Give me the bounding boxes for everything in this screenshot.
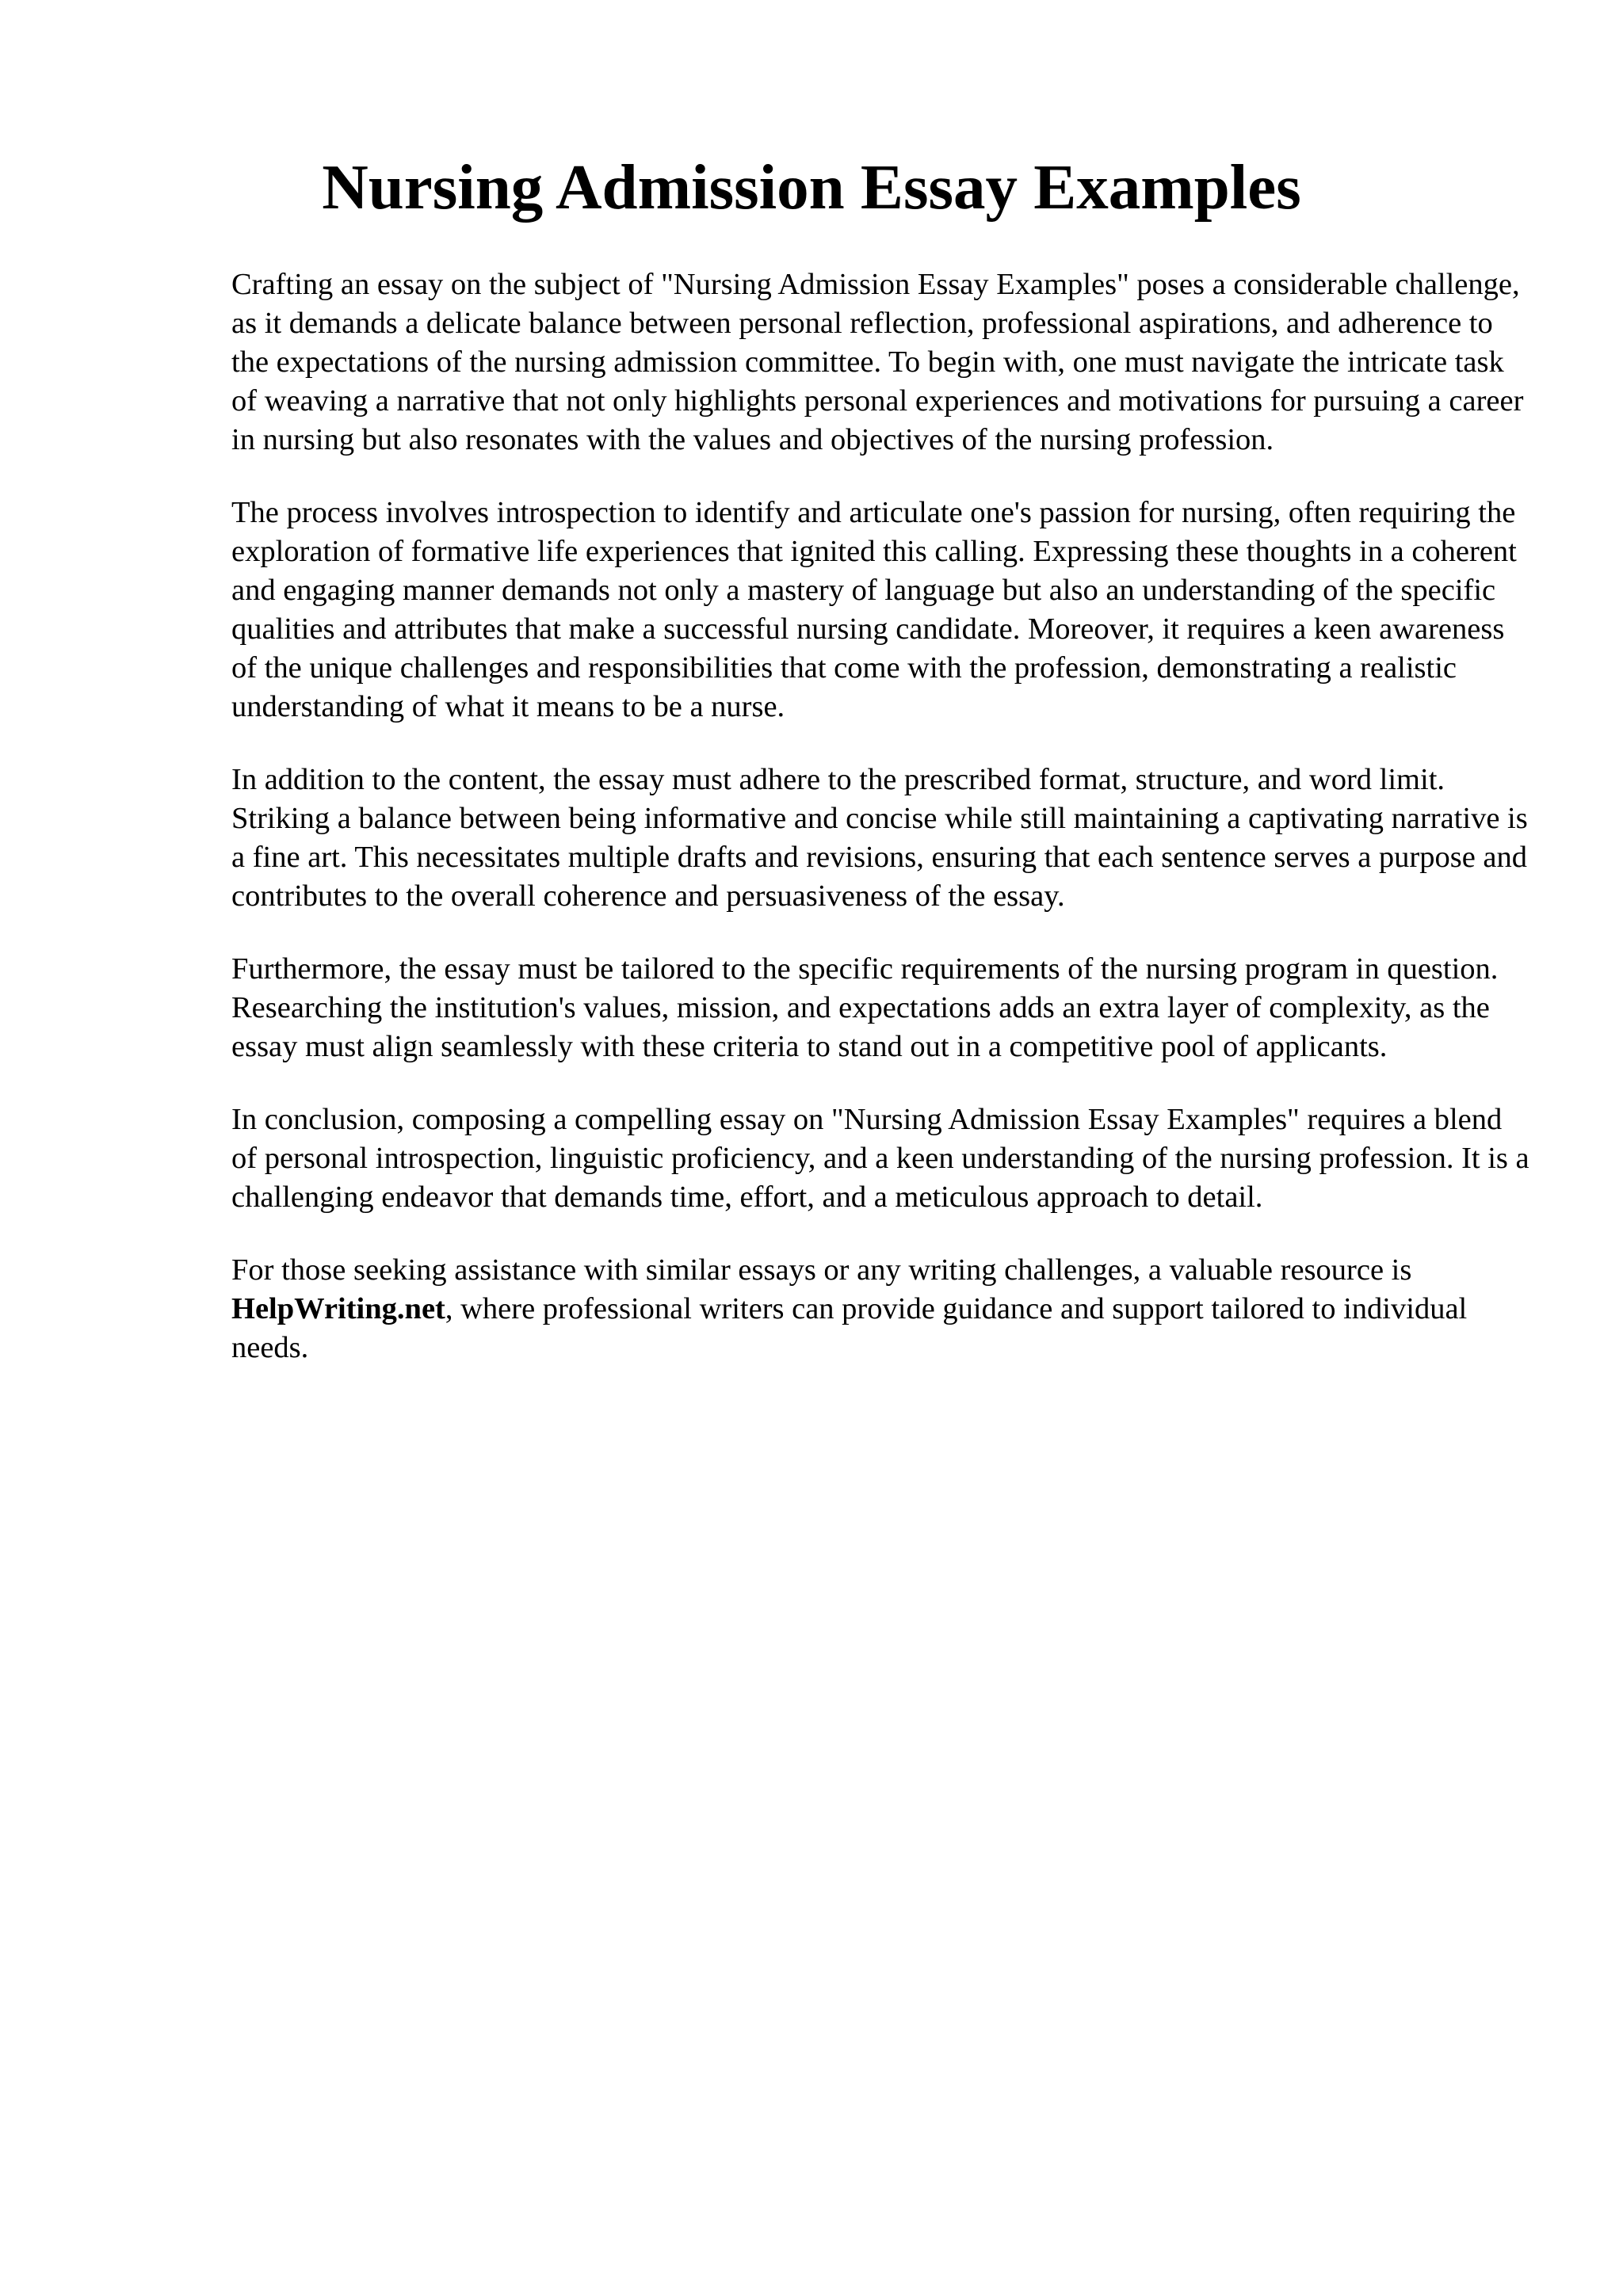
paragraph-intro: Crafting an essay on the subject of "Nursing Admission Essay Examples" poses a considerable challenge, as it demands a delicate balance between personal reflection, professional aspirations, and adherence to the expectations of the nursing admission committee. To begin with, one must navigate the intricate task of weaving a narrative that not only highlights personal experiences and motivations for pursuing a career in nursing but also resonates with the values and objectives of the nursing profession. xyxy=(231,268,1524,456)
paragraph-closing xyxy=(231,1251,1531,1367)
brand-link[interactable]: HelpWriting.net xyxy=(231,1292,445,1325)
paragraph-tailoring: Furthermore, the essay must be tailored to the specific requirements of the nursing program in question. Researching the institution's values, mission, and expectations adds an extra layer of complexity, as the essay must align seamlessly with these criteria to stand out in a competitive pool of applicants. xyxy=(231,952,1499,1063)
paragraph-process: The process involves introspection to identify and articulate one's passion for nursing, often requiring the exploration of formative life experiences that ignited this calling. Expressing these thoughts in a coherent and engaging manner demands not only a mastery of language but also an understanding of the specific qualities and attributes that make a successful nursing candidate. Moreover, it requires a keen awareness of the unique challenges and responsibilities that come with the profession, demonstrating a realistic understanding of what it means to be a nurse. xyxy=(231,496,1517,723)
paragraph-format: In addition to the content, the essay must adhere to the prescribed format, structure, and word limit. Striking a balance between being informative and concise while still maintaining a captivating narrative is a fine art. This necessitates multiple drafts and revisions, ensuring that each sentence serves a purpose and contributes to the overall coherence and persuasiveness of the essay. xyxy=(231,763,1528,913)
closing-text-after: , where professional writers can provide guidance and support tailored to individual needs. xyxy=(231,1292,1468,1364)
closing-text-before: For those seeking assistance with similar essays or any writing challenges, a valuable resource is xyxy=(231,1253,1412,1287)
document-title: Nursing Admission Essay Examples xyxy=(322,151,1301,223)
document-body xyxy=(231,265,1531,1402)
paragraph-conclusion: In conclusion, composing a compelling essay on "Nursing Admission Essay Examples" requires a blend of personal introspection, linguistic proficiency, and a keen understanding of the nursing profession. It is a challenging endeavor that demands time, effort, and a meticulous approach to detail. xyxy=(231,1103,1529,1214)
